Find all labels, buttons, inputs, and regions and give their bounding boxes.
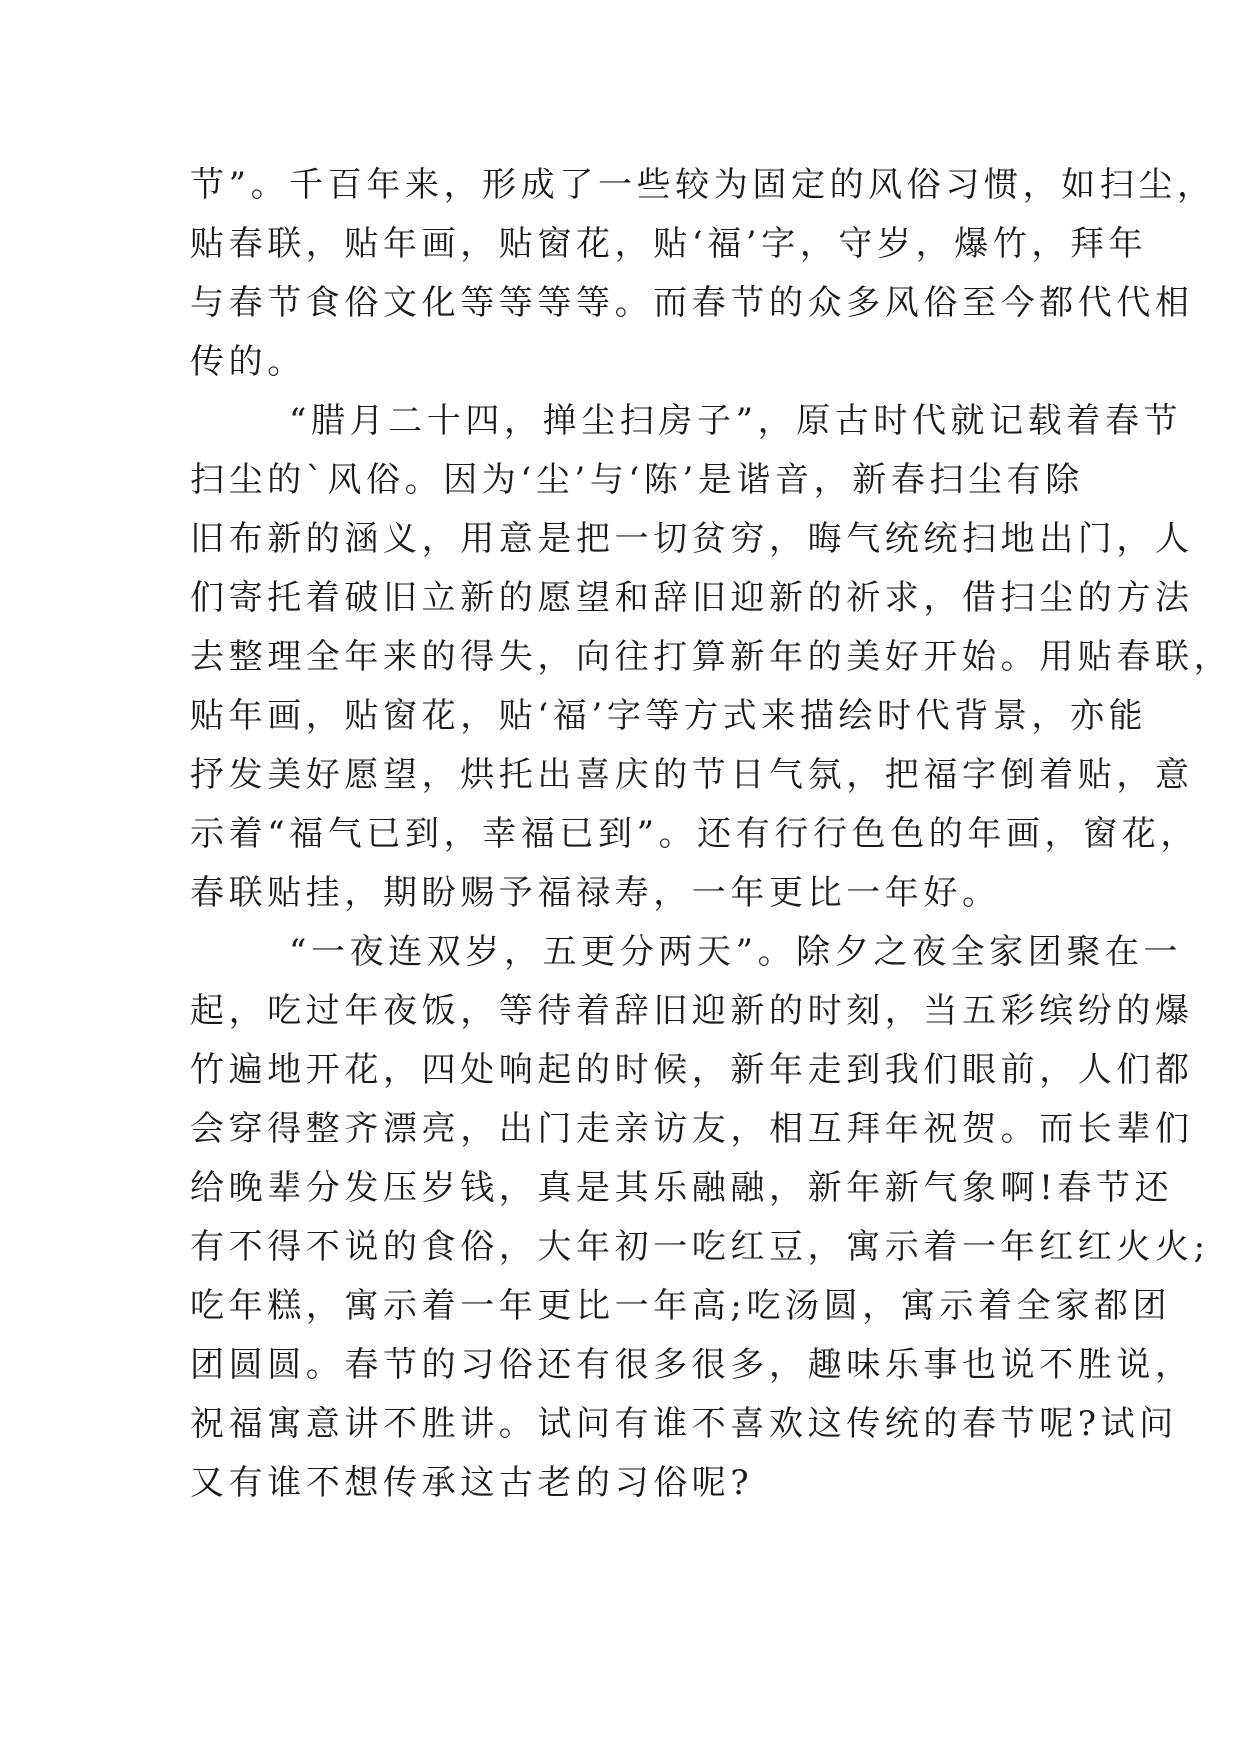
text-line: 团圆圆。春节的习俗还有很多很多，趣味乐事也说不胜说， xyxy=(190,1345,1194,1385)
text-line: 又有谁不想传承这古老的习俗呢? xyxy=(190,1463,754,1503)
text-line: 贴春联，贴年画，贴窗花，贴‘福’字，守岁，爆竹，拜年 xyxy=(190,224,1148,264)
text-line: 吃年糕，寓示着一年更比一年高;吃汤圆，寓示着全家都团 xyxy=(190,1286,1172,1326)
text-line: 们寄托着破旧立新的愿望和辞旧迎新的祈求，借扫尘的方法 xyxy=(190,578,1194,618)
body-text xyxy=(190,156,1233,1513)
text-line: “腊月二十四，掸尘扫房子”，原古时代就记载着春节 xyxy=(289,401,1183,441)
paragraph-3 xyxy=(190,923,1210,1513)
text-line: 与春节食俗文化等等等等。而春节的众多风俗至今都代代相 xyxy=(190,283,1194,323)
paragraph-2 xyxy=(190,392,1233,923)
text-line: 节”。千百年来，形成了一些较为固定的风俗习惯，如扫尘， xyxy=(190,165,1216,205)
text-line: 会穿得整齐漂亮，出门走亲访友，相互拜年祝贺。而长辈们 xyxy=(190,1109,1194,1149)
text-line: 有不得不说的食俗，大年初一吃红豆，寓示着一年红红火火; xyxy=(190,1227,1210,1267)
text-line: “一夜连双岁，五更分两天”。除夕之夜全家团聚在一 xyxy=(289,932,1183,972)
text-line: 旧布新的涵义，用意是把一切贫穷，晦气统统扫地出门，人 xyxy=(190,519,1194,559)
text-line: 竹遍地开花，四处响起的时候，新年走到我们眼前，人们都 xyxy=(190,1050,1194,1090)
text-line: 祝福寓意讲不胜讲。试问有谁不喜欢这传统的春节呢?试问 xyxy=(190,1404,1178,1444)
text-line: 贴年画，贴窗花，贴‘福’字等方式来描绘时代背景，亦能 xyxy=(190,696,1148,736)
text-line: 传的。 xyxy=(190,342,306,382)
text-line: 给晚辈分发压岁钱，真是其乐融融，新年新气象啊!春节还 xyxy=(190,1168,1174,1208)
text-line: 去整理全年来的得失，向往打算新年的美好开始。用贴春联， xyxy=(190,637,1233,677)
text-line: 起，吃过年夜饭，等待着辞旧迎新的时刻，当五彩缤纷的爆 xyxy=(190,991,1194,1031)
text-line: 示着“福气已到，幸福已到”。还有行行色色的年画，窗花， xyxy=(190,814,1199,854)
text-line: 扫尘的`风俗。因为‘尘’与‘陈’是谐音，新春扫尘有除 xyxy=(190,460,1084,500)
text-line: 春联贴挂，期盼赐予福禄寿，一年更比一年好。 xyxy=(190,873,1001,913)
text-line: 抒发美好愿望，烘托出喜庆的节日气氛，把福字倒着贴，意 xyxy=(190,755,1194,795)
paragraph-1 xyxy=(190,156,1216,392)
